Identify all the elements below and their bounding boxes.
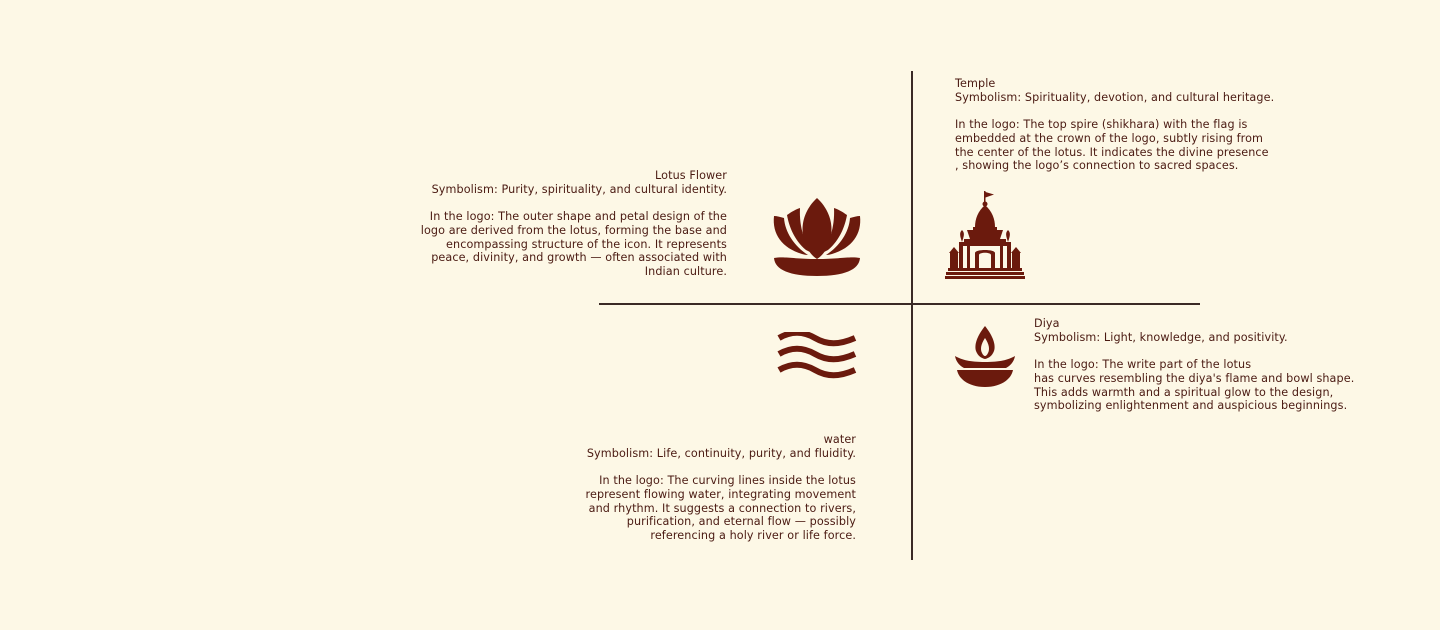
lotus-text-line: logo are derived from the lotus, forming the base and — [420, 223, 727, 237]
diya-text-line: This adds warmth and a spiritual glow to the design, — [1034, 385, 1334, 399]
water-title: water — [823, 433, 856, 446]
lotus-symbolism: Symbolism: Purity, spirituality, and cultural identity. — [431, 182, 727, 196]
diya-symbolism: Symbolism: Light, knowledge, and positivity. — [1034, 330, 1288, 344]
water-text-line: In the logo: The curving lines inside the lotus — [599, 474, 856, 488]
temple-description — [955, 77, 1315, 173]
water-text-line: referencing a holy river or life force. — [650, 528, 856, 542]
diya-text-line: symbolizing enlightenment and auspicious beginnings. — [1034, 399, 1348, 413]
horizontal-divider — [599, 303, 1200, 305]
diya-description — [1034, 317, 1394, 413]
water-description — [520, 433, 856, 543]
temple-text-line: embedded at the crown of the logo, subtly rising from — [955, 131, 1264, 145]
lotus-text-line: Indian culture. — [644, 264, 727, 278]
temple-title: Temple — [955, 77, 996, 90]
diya-text-line: has curves resembling the diya's flame and bowl shape. — [1034, 371, 1355, 385]
water-waves-icon — [777, 332, 857, 384]
temple-text-line: , showing the logo’s connection to sacred spaces. — [955, 159, 1239, 173]
lotus-text-line: encompassing structure of the icon. It represents — [446, 237, 727, 251]
lotus-text-line: peace, divinity, and growth — often associated with — [431, 251, 727, 265]
lotus-icon — [772, 196, 862, 278]
water-symbolism: Symbolism: Life, continuity, purity, and fluidity. — [586, 446, 856, 460]
water-text-line: and rhythm. It suggests a connection to rivers, — [588, 501, 856, 515]
temple-text-line: In the logo: The top spire (shikhara) with the flag is — [955, 118, 1248, 132]
diya-title: Diya — [1034, 317, 1060, 330]
water-text-line: purification, and eternal flow — possibly — [626, 515, 856, 529]
water-text-line: represent flowing water, integrating movement — [585, 487, 856, 501]
lotus-text-line: In the logo: The outer shape and petal design of the — [429, 210, 727, 224]
lotus-description — [380, 169, 727, 279]
diya-lamp-icon — [954, 326, 1016, 388]
temple-text-line: the center of the lotus. It indicates the divine presence — [955, 145, 1269, 159]
temple-symbolism: Symbolism: Spirituality, devotion, and cultural heritage. — [955, 90, 1275, 104]
temple-icon — [945, 189, 1025, 284]
lotus-title: Lotus Flower — [655, 169, 727, 182]
diya-text-line: In the logo: The write part of the lotus — [1034, 358, 1252, 372]
vertical-divider — [911, 71, 913, 560]
